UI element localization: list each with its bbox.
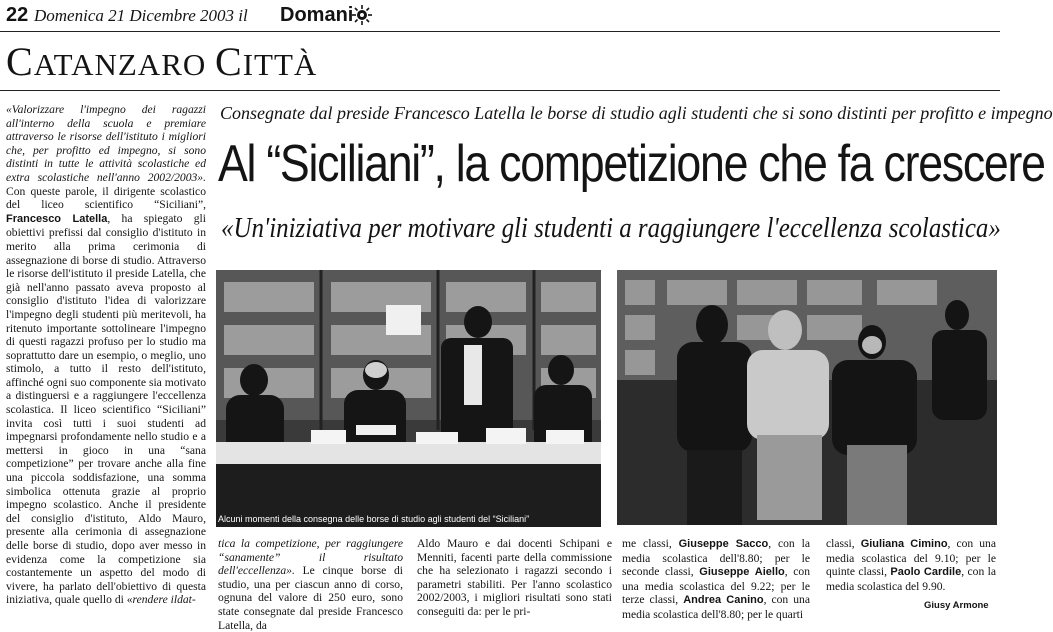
section-title: CATANZARO CITTÀ (6, 39, 318, 84)
name-latella: Francesco Latella (6, 212, 108, 225)
overline: Consegnate dal preside Francesco Latella le borse di studio agli studenti che si sono distinti per profitto e impegno (220, 103, 1053, 123)
students-photo (617, 270, 997, 525)
article-column-2: tica la competizione, per raggiungere “sanamente” il risultato dell'eccellenza». Le cinque borse di studio, una per ciascun anno di corso, ognuna del valore di 250 euro, sono state consegnate dal preside Francesco Latella, da (218, 537, 403, 632)
sun-logo-icon (352, 5, 372, 25)
dateline: Domenica 21 Dicembre 2003 il (34, 6, 248, 25)
article-column-1: «Valorizzare l'impegno dei ragazzi all'interno della scuola e premiare attraverso le risorse dell'istituto i migliori che, per profitto ed impegno, si sono distinti in tutte le attività scolastiche ed extra scolastiche nell'anno 2002/2003». Con queste parole, il dirigente scolastico del liceo scientifico “Siciliani”, Francesco Latella, ha spiegato gli obiettivi prefissi dal consiglio d'istituto in merito alla prima cerimonia di assegnazione di borse di studio. Attraverso le risorse dell'istituto il preside Latella, che già nell'anno passato aveva proposto al consiglio d'istituto l'idea di valorizzare l'impegno degli studenti più meritevoli, ha ritenuto importante sottolineare l'impegno di questi ragazzi profuso per lo studio ma soprattutto dare un esempio, o meglio, uno stimolo, a tutto il resto dell'istituto, affinché ogni suo componente sia motivato a distinguersi e a raggiungere l'eccellenza scolastica. Il liceo scientifico “Siciliani” invita così tutti i suoi studenti ad impegnarsi profondamente nello studio e a mettersi in gioco in una “sana competizione” per trovare anche alla fine una piccola soddisfazione, una somma simbolica ottenuta grazie al proprio impegno scolastico. Anche il presidente del consiglio d'istituto, Aldo Mauro, presente alla cerimonia di assegnazione delle borse di studio, dopo aver messo in evidenza come la competizione sia costantemente un aspetto del modo di vivere, ha parlato dell'obiettivo di questa iniziativa, quale quello di «rendere ildat- (6, 103, 206, 607)
article-column-4: me classi, Giuseppe Sacco, con la media scolastica dell'8.80; per le seconde classi, Giuseppe Aiello, con una media scolastica del 9.22; per le terze classi, Andrea Canino, con una media scolastica dell'8.80; per le quarti (622, 537, 810, 621)
name-canino: Andrea Canino (683, 594, 764, 607)
photo-credit: Giusy Armone (924, 600, 989, 611)
name-sacco: Giuseppe Sacco (678, 538, 769, 550)
masthead-rule (0, 31, 1000, 32)
page-number: 22 (6, 4, 29, 26)
subheadline: «Un'iniziativa per motivare gli studenti a raggiungere l'eccellenza scolastica» (221, 213, 1001, 244)
name-cardile: Paolo Cardile (890, 566, 962, 579)
article-column-3: Aldo Mauro e dai docenti Schipani e Menniti, facenti parte della commissione che ha selezionato i ragazzi secondo i parametri stabiliti. Per l'anno scolastico 2002/2003, i migliori risultati sono stati conseguiti da: per le pri- (417, 537, 612, 618)
opening-quote: «Valorizzare l'impegno dei ragazzi all'interno della scuola e premiare attraverso le risorse dell'istituto i migliori che, per profitto ed impegno, si sono distinti in tutte le attività scolastiche ed extra scolastiche nell'anno 2002/2003». (6, 103, 206, 184)
photo-caption: Alcuni momenti della consegna delle borse di studio agli studenti del “Siciliani” (218, 514, 530, 524)
name-cimino: Giuliana Cimino (860, 538, 948, 550)
section-rule (0, 90, 1000, 91)
name-aiello: Giuseppe Aiello (699, 566, 785, 579)
ceremony-photo (216, 270, 601, 527)
headline: Al “Siciliani”, la competizione che fa crescere (218, 135, 1045, 193)
article-column-5: classi, Giuliana Cimino, con una media scolastica del 9.10; per le quinte classi, Paolo Cardile, con la media scolastica del 9.90. (826, 537, 997, 593)
newspaper-name: Domani (280, 4, 354, 26)
